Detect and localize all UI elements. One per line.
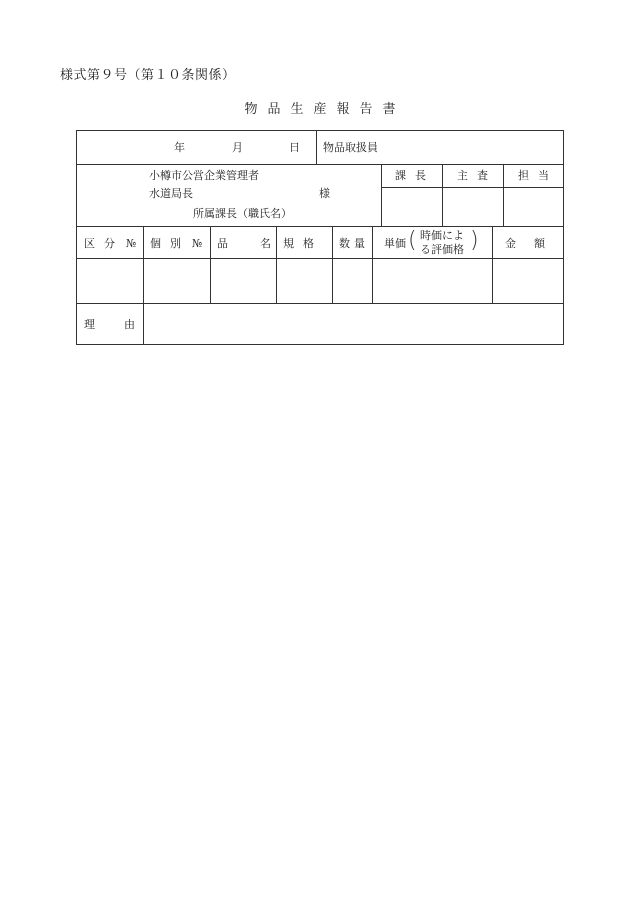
col-tanka-label: 単価 xyxy=(384,237,406,250)
approval-tanto-label: 担当 xyxy=(518,169,558,182)
addressee-honorific: 様 xyxy=(319,187,330,200)
col-suryo-label: 数量 xyxy=(339,237,369,250)
tanka-paren-open: ( xyxy=(408,228,417,253)
approval-kacho-label: 課長 xyxy=(395,169,435,182)
item-hinmei-cell[interactable] xyxy=(211,259,275,302)
col-kobetsu-label: 個別 xyxy=(150,237,190,250)
reason-label: 理由 xyxy=(84,318,164,331)
tanka-paren-close: ) xyxy=(470,228,479,253)
item-kingaku-cell[interactable] xyxy=(493,259,563,302)
item-tanka-cell[interactable] xyxy=(373,259,491,302)
form-number: 様式第９号（第１０条関係） xyxy=(60,68,236,83)
form-title: 物品生産報告書 xyxy=(244,102,406,117)
report-form-table xyxy=(76,130,564,345)
col-kobetsu-no-label: № xyxy=(192,237,203,250)
addressee-line-2: 水道局長 xyxy=(149,187,193,200)
item-kobetsu-cell[interactable] xyxy=(144,259,209,302)
month-label: 月 xyxy=(232,141,243,154)
col-divider-handler xyxy=(316,131,317,164)
col-kubun-label: 区分 xyxy=(84,237,124,250)
item-kikaku-cell[interactable] xyxy=(277,259,331,302)
col-kikaku-label: 規格 xyxy=(283,237,323,250)
approval-kacho-stamp-box[interactable] xyxy=(382,188,441,225)
handler-label: 物品取扱員 xyxy=(323,141,378,154)
col-kingaku-label: 金額 xyxy=(505,237,563,250)
row-divider-header xyxy=(77,164,563,165)
col-tanka-note-1: 時価によ xyxy=(420,229,464,242)
year-label: 年 xyxy=(174,141,185,154)
addressee-line-3: 所属課長（職氏名） xyxy=(193,207,292,220)
day-label: 日 xyxy=(289,141,300,154)
item-suryo-cell[interactable] xyxy=(333,259,371,302)
item-kubun-cell[interactable] xyxy=(78,259,142,302)
addressee-line-1: 小樽市公営企業管理者 xyxy=(149,169,259,182)
approval-tanto-stamp-box[interactable] xyxy=(504,188,563,225)
approval-shusa-label: 主査 xyxy=(457,169,497,182)
col-hin-label: 品 xyxy=(217,237,228,250)
reason-field[interactable] xyxy=(144,304,563,344)
col-tanka-note-2: る評価格 xyxy=(420,243,464,256)
row-divider-addressee xyxy=(77,226,563,227)
approval-shusa-stamp-box[interactable] xyxy=(443,188,502,225)
col-kubun-no-label: № xyxy=(126,237,137,250)
col-mei-label: 名 xyxy=(260,237,271,250)
